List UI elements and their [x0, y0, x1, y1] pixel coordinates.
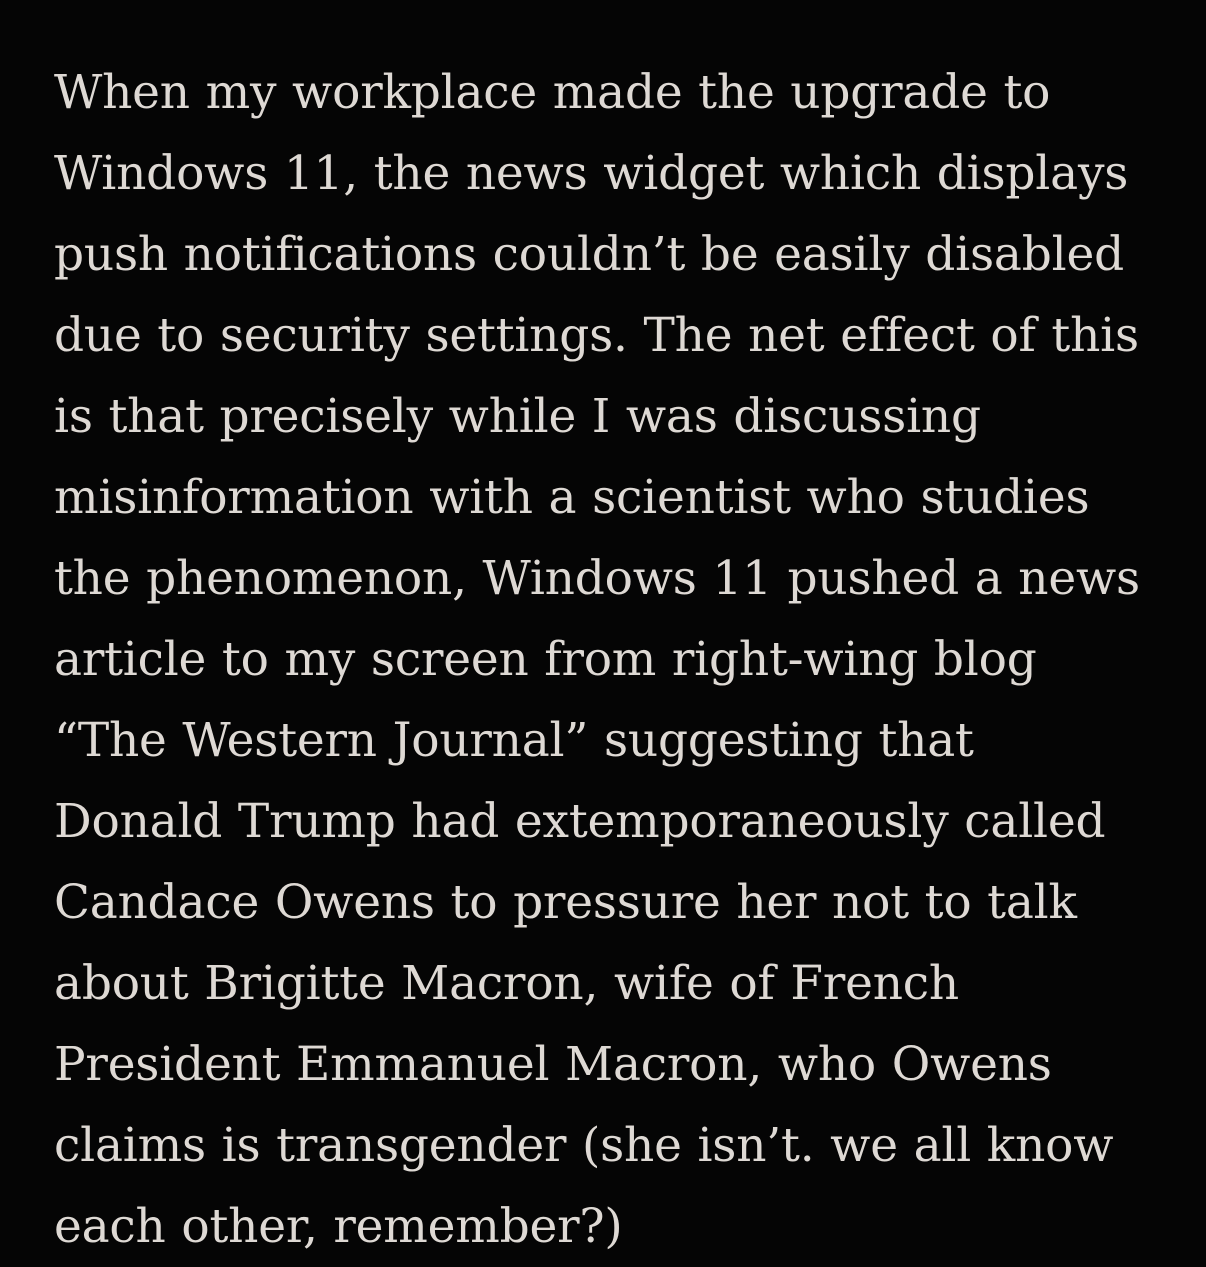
body-paragraph: When my workplace made the upgrade to Windows 11, the news widget which displays push notifications couldn’t be easily disabled due to security settings. The net effect of this is that precisely while I was discussing misinformation with a scientist who studies the phenomenon, Windows 11 pushed a news article to my screen from right-wing blog “The Western Journal” suggesting that Donald Trump had extemporaneously called Candace Owens to pressure her not to talk about Brigitte Macron, wife of French President Emmanuel Macron, who Owens claims is transgender (she isn’t. we all know each other, remember?) — [54, 65, 1140, 1254]
